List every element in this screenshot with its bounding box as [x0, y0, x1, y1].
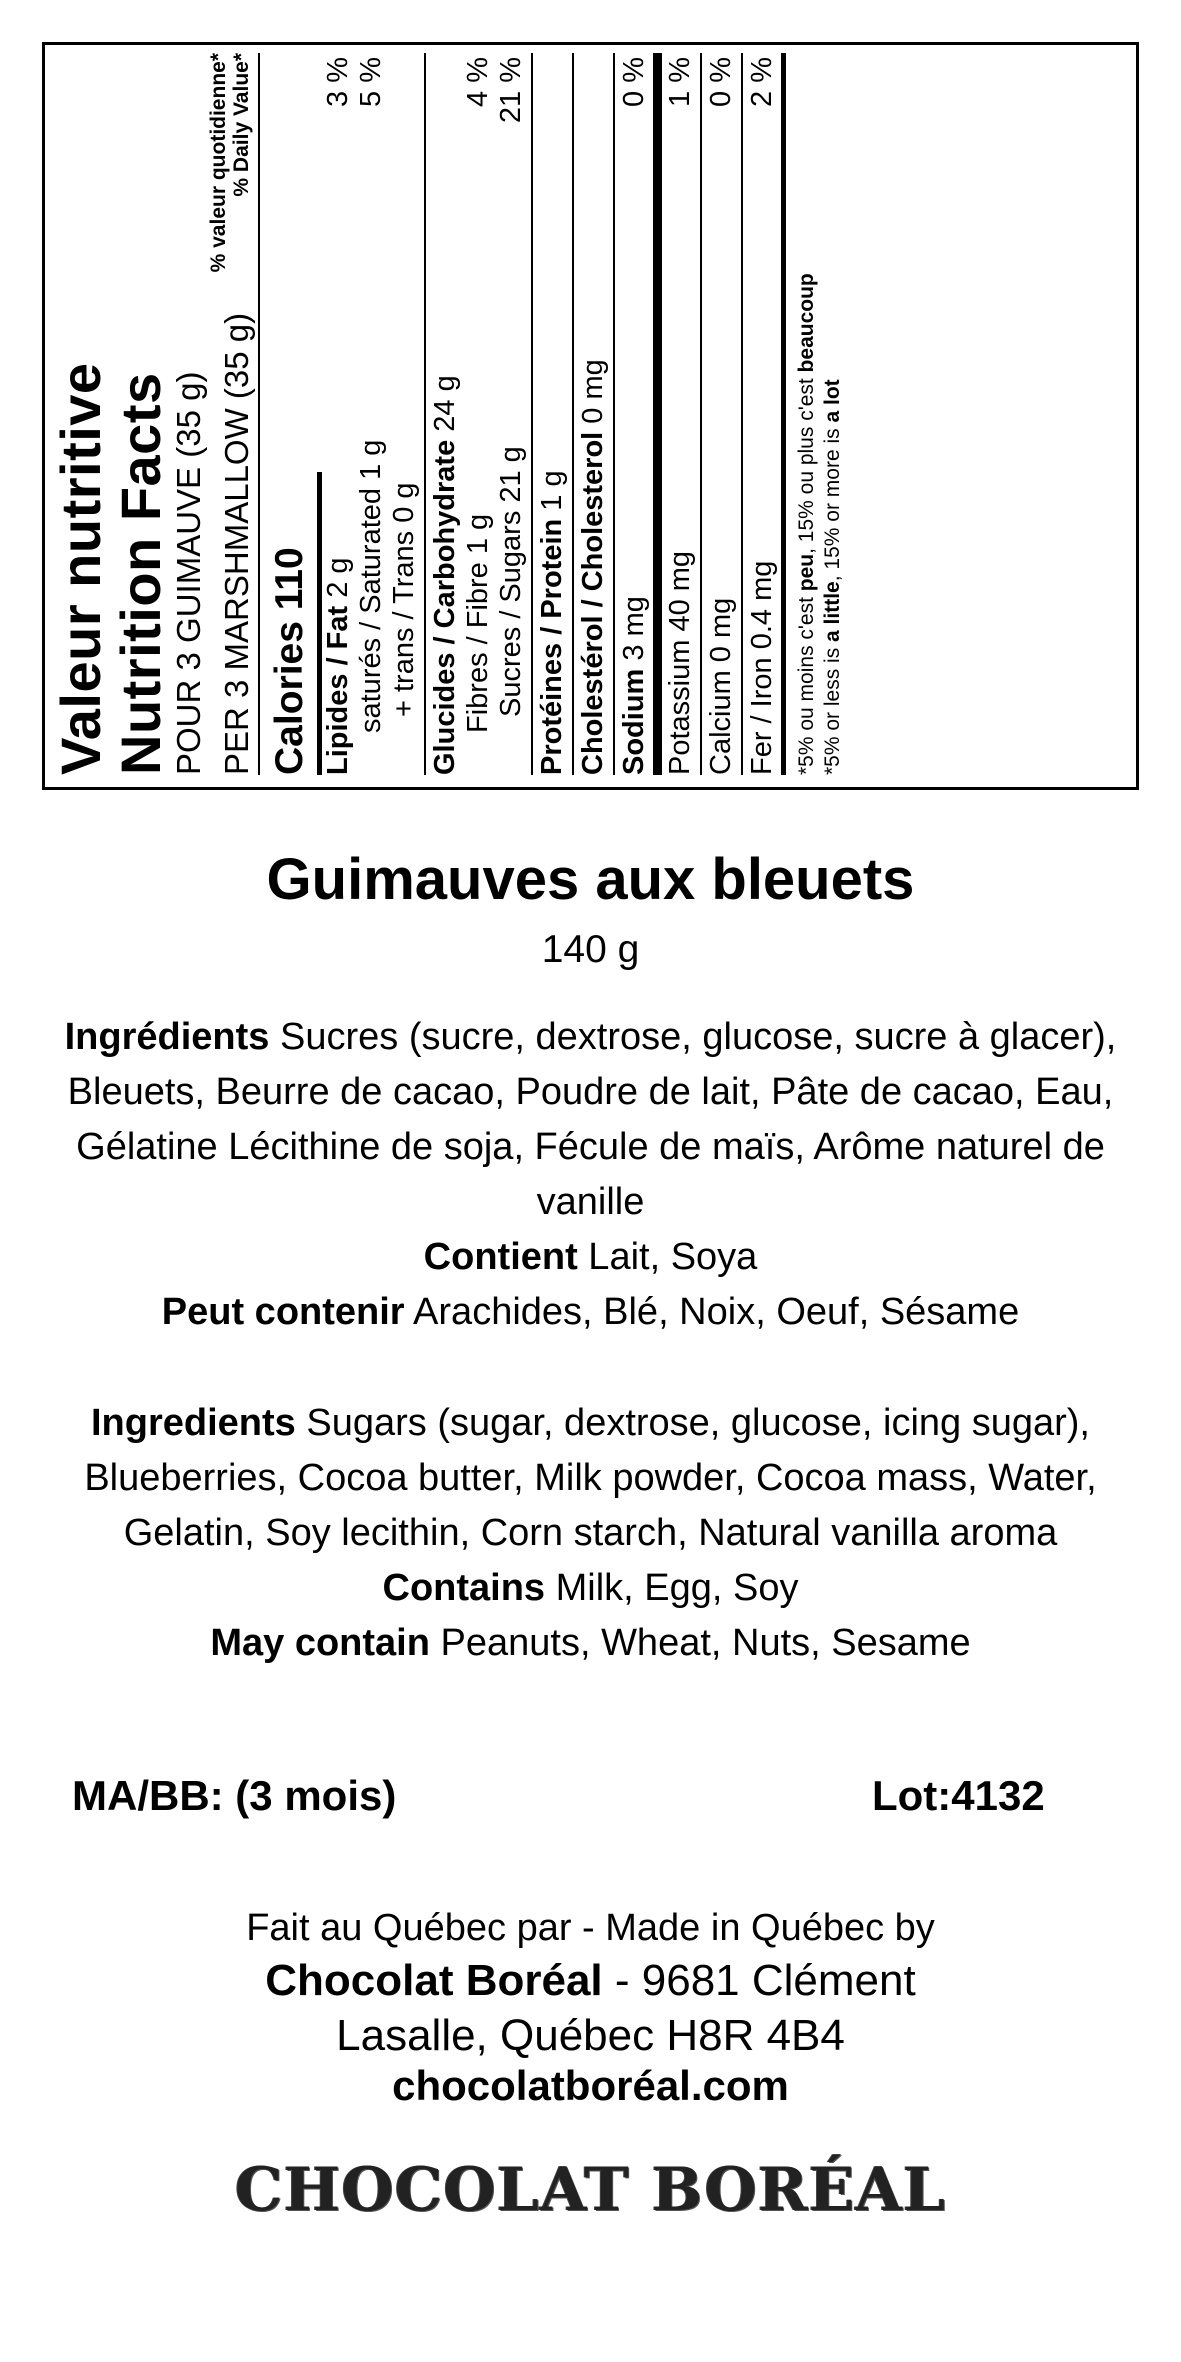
- ingredients-en: [30, 1396, 1151, 1671]
- ingredients-fr-label: Ingrédients: [64, 1016, 270, 1058]
- sodium-label: Sodium: [618, 668, 650, 775]
- maker-name: Chocolat Boréal: [265, 1956, 603, 2005]
- carb-label: Glucides / Carbohydrate: [429, 439, 461, 775]
- calcium-label: Calcium 0 mg: [705, 597, 737, 775]
- serving-size-en: PER 3 MARSHMALLOW (35 g): [218, 312, 255, 775]
- made-in: Fait au Québec par - Made in Québec by: [246, 1907, 935, 1949]
- divider: [424, 53, 426, 775]
- fibre-label: Fibres / Fibre 1 g: [462, 513, 494, 733]
- trans-label: + trans / Trans 0 g: [388, 482, 420, 717]
- calcium-row: [705, 53, 738, 775]
- best-before: MA/BB: (3 mois): [72, 1772, 397, 1819]
- iron-pct: 2 %: [746, 57, 778, 107]
- protein-amount: 1 g: [536, 470, 568, 511]
- daily-value-header: [207, 53, 255, 272]
- potassium-pct: 1 %: [664, 57, 696, 107]
- contains-fr: Contient Lait, Soya: [423, 1236, 758, 1278]
- fat-pct: 3 %: [322, 57, 354, 107]
- fat-label: Lipides / Fat: [322, 605, 354, 775]
- website: chocolatboréal.com: [392, 2062, 789, 2109]
- calcium-pct: 0 %: [705, 57, 737, 107]
- ingredients-fr: [30, 1010, 1151, 1340]
- daily-value-header-en: % Daily Value*: [230, 53, 253, 197]
- sugars-pct: 21 %: [495, 57, 527, 124]
- ingredients-fr-text: Sucres (sucre, dextrose, glucose, sucre à glacer), Bleuets, Beurre de cacao, Poudre de lait, Pâte de cacao, Eau, Gélatine Lécithine de soja, Fécule de maïs, Arôme naturel de vanille: [67, 1016, 1117, 1223]
- cholesterol-amount: 0 mg: [577, 359, 609, 424]
- ingredients-en-label: Ingredients: [91, 1402, 296, 1444]
- footnote: [788, 53, 846, 775]
- ingredients-en-list: [30, 1396, 1151, 1561]
- potassium-row: [664, 53, 697, 775]
- maker-address-2: Lasalle, Québec H8R 4B4: [336, 2011, 845, 2060]
- sodium-row: [618, 53, 651, 775]
- contains-en: Contains Milk, Egg, Soy: [382, 1567, 799, 1609]
- saturated-label: saturés / Saturated 1 g: [355, 439, 387, 733]
- protein-label: Protéines / Protein: [536, 518, 568, 775]
- divider: [741, 53, 743, 775]
- iron-label: Fer / Iron 0.4 mg: [746, 560, 778, 775]
- cholesterol-row: [577, 53, 610, 775]
- serving-size-fr: POUR 3 GUIMAUVE (35 g): [170, 371, 207, 775]
- sodium-pct: 0 %: [618, 57, 650, 107]
- trans-row: [388, 53, 421, 775]
- calories-label: Calories 110: [268, 547, 311, 775]
- product-title: Guimauves aux bleuets: [266, 847, 915, 912]
- may-contain-en: May contain Peanuts, Wheat, Nuts, Sesame: [210, 1622, 971, 1664]
- nutrition-facts-rotated: [45, 45, 1136, 787]
- footnote-fr: *5% ou moins c'est peu, 15% ou plus c'est beaucoup: [795, 273, 818, 775]
- nutrition-title-en: Nutrition Facts: [109, 372, 172, 775]
- saturated-row: [355, 53, 388, 775]
- thick-divider: [653, 53, 662, 775]
- carb-row: [429, 53, 462, 775]
- ingredients-fr-list: [30, 1010, 1151, 1230]
- maker-address-1: - 9681 Clément: [602, 1956, 916, 2005]
- lot-number: Lot:4132: [872, 1772, 1045, 1819]
- maker-line: [0, 1953, 1181, 2008]
- divider: [531, 53, 533, 775]
- divider: [572, 53, 574, 775]
- sugars-row: [495, 53, 528, 775]
- cholesterol-label: Cholestérol / Cholesterol: [577, 431, 609, 775]
- daily-value-header-fr: % valeur quotidienne*: [207, 53, 230, 273]
- calories-row: [263, 53, 317, 775]
- serving-row: [207, 53, 255, 775]
- brand-logo: CHOCOLAT BORÉAL: [234, 2155, 947, 2225]
- divider: [258, 53, 260, 775]
- protein-row: [536, 53, 569, 775]
- sat-trans-pct: 5 %: [355, 57, 387, 107]
- may-contain-fr: Peut contenir Arachides, Blé, Noix, Oeuf, Sésame: [161, 1291, 1020, 1333]
- carb-amount: 24 g: [429, 375, 461, 432]
- sugars-label: Sucres / Sugars 21 g: [495, 446, 527, 717]
- fibre-pct: 4 %: [462, 57, 494, 107]
- fat-row: [322, 53, 355, 775]
- fat-amount: 2 g: [322, 557, 354, 598]
- sodium-amount: 3 mg: [618, 596, 650, 661]
- product-weight: 140 g: [541, 928, 640, 971]
- divider: [781, 53, 786, 775]
- fibre-row: [462, 53, 495, 775]
- divider: [700, 53, 702, 775]
- nutrition-facts-table: [42, 42, 1139, 790]
- nutrition-title-fr: Valeur nutritive: [49, 362, 112, 775]
- divider: [613, 53, 615, 775]
- iron-row: [746, 53, 779, 775]
- ingredients-en-text: Sugars (sugar, dextrose, glucose, icing sugar), Blueberries, Cocoa butter, Milk powder, Cocoa mass, Water, Gelatin, Soy lecithin, Corn starch, Natural vanilla aroma: [84, 1402, 1097, 1554]
- footnote-en: *5% or less is a little, 15% or more is a lot: [821, 379, 844, 775]
- potassium-label: Potassium 40 mg: [664, 550, 696, 775]
